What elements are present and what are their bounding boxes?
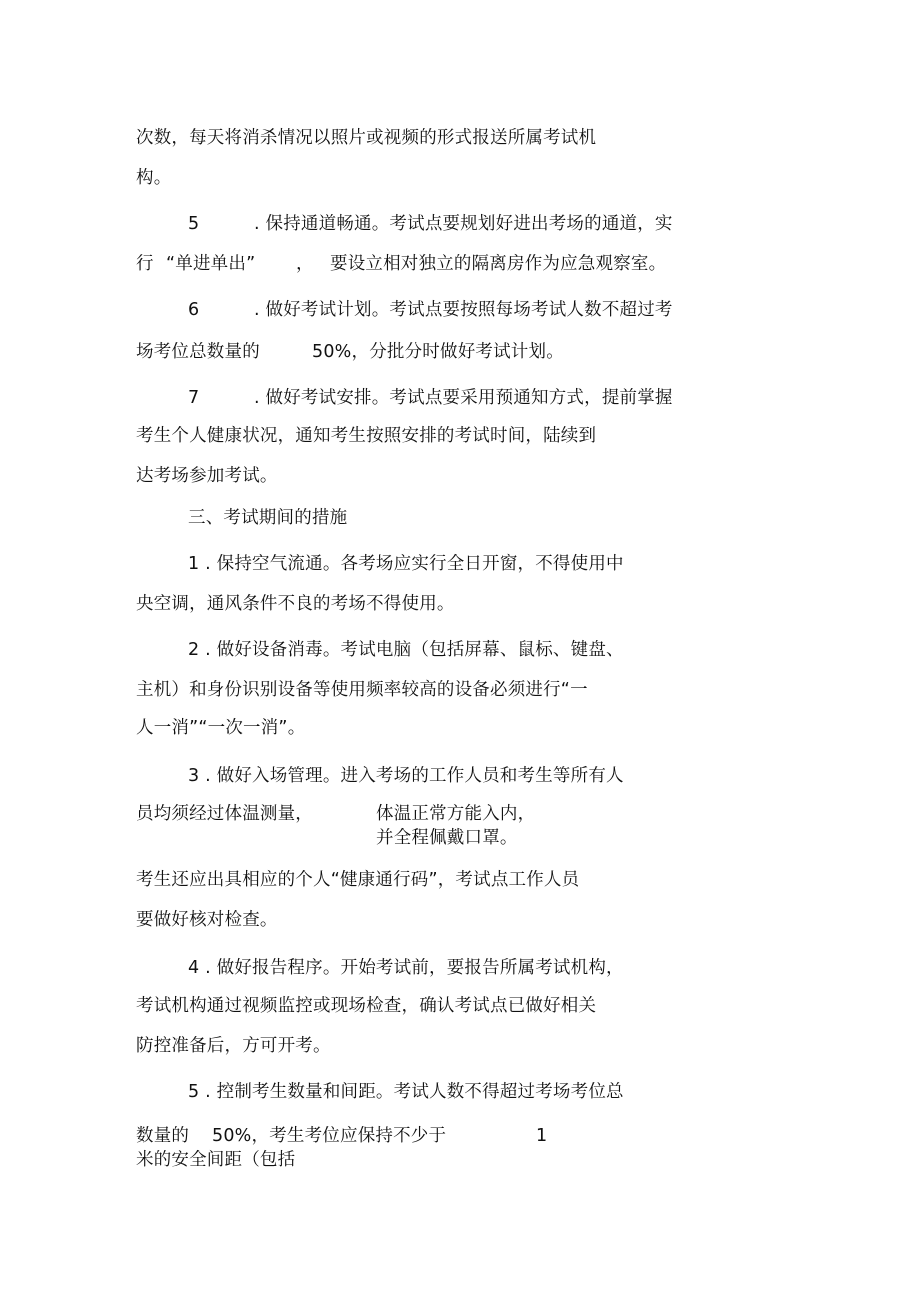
text-line: 数量的 xyxy=(136,1126,190,1146)
text-line: . 做好考试计划。考试点要按照每场考试人数不超过考 xyxy=(254,300,673,320)
text-line: 1 xyxy=(536,1126,548,1146)
text-line: 央空调，通风条件不良的考场不得使用。 xyxy=(136,594,455,614)
text-line: 场考位总数量的 xyxy=(136,342,260,362)
text-line: 主机）和身份识别设备等使用频率较高的设备必须进行“一 xyxy=(136,680,588,700)
text-line: 构。 xyxy=(136,168,172,188)
text-line: 达考场参加考试。 xyxy=(136,466,278,486)
text-line: 次数，每天将消杀情况以照片或视频的形式报送所属考试机 xyxy=(136,128,597,148)
text-line: 3 . 做好入场管理。进入考场的工作人员和考生等所有人 xyxy=(188,766,624,786)
text-line: 考试机构通过视频监控或现场检查，确认考试点已做好相关 xyxy=(136,996,597,1016)
text-line: 5 . 控制考生数量和间距。考试人数不得超过考场考位总 xyxy=(188,1082,624,1102)
text-line: 考生还应出具相应的个人“健康通行码”，考试点工作人员 xyxy=(136,870,580,890)
text-line: . 做好考试安排。考试点要采用预通知方式，提前掌握 xyxy=(254,388,673,408)
text-line: 4 . 做好报告程序。开始考试前，要报告所属考试机构， xyxy=(188,958,624,978)
text-line: 要做好核对检查。 xyxy=(136,910,278,930)
text-line: 要设立相对独立的隔离房作为应急观察室。 xyxy=(330,254,667,274)
item-number: 6 xyxy=(188,300,200,320)
text-line: 米的安全间距（包括 xyxy=(136,1150,296,1170)
text-line: 考生个人健康状况，通知考生按照安排的考试时间，陆续到 xyxy=(136,426,597,446)
text-line: “单进单出” xyxy=(166,254,256,274)
text-line: 员均须经过体温测量， xyxy=(136,804,313,824)
item-number: 7 xyxy=(188,388,200,408)
text-line: . 保持通道畅通。考试点要规划好进出考场的通道，实 xyxy=(254,214,673,234)
text-line: 50%，分批分时做好考试计划。 xyxy=(312,342,564,362)
text-line: ， xyxy=(296,254,314,274)
section-heading: 三、考试期间的措施 xyxy=(188,508,348,528)
item-number: 5 xyxy=(188,214,200,234)
text-line: 2 . 做好设备消毒。考试电脑（包括屏幕、鼠标、键盘、 xyxy=(188,640,624,660)
text-line: 体温正常方能入内， xyxy=(376,804,536,824)
text-line: 并全程佩戴口罩。 xyxy=(376,828,518,848)
text-line: 1 . 保持空气流通。各考场应实行全日开窗，不得使用中 xyxy=(188,554,624,574)
text-line: 行 xyxy=(136,254,154,274)
text-line: 人一消”“一次一消”。 xyxy=(136,718,306,738)
text-line: 防控准备后，方可开考。 xyxy=(136,1036,331,1056)
text-line: 50%，考生考位应保持不少于 xyxy=(212,1126,447,1146)
